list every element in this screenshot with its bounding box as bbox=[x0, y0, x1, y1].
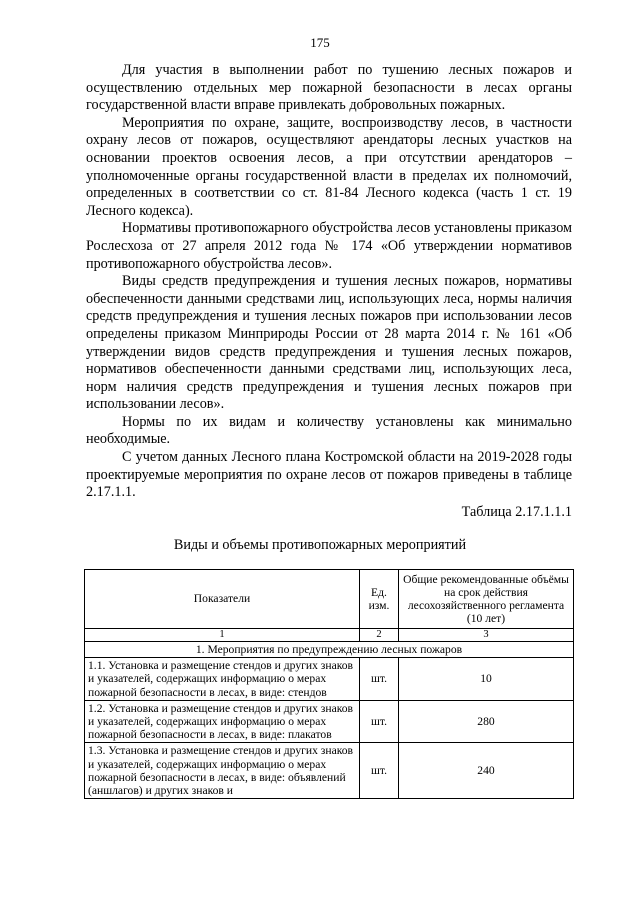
body-text bbox=[86, 62, 572, 521]
paragraph: Виды средств предупреждения и тушения лесных пожаров, нормативы обеспеченности данными средствами лиц, использующих леса, нормы наличия средств предупреждения и тушения лесных пожаров при использовании лесов определены приказом Минприроды России от 28 марта 2014 г. № 161 «Об утверждении видов средств предупреждения и тушения лесных пожаров, нормативов обеспеченности данными средствами лиц, использующих леса, норм наличия средств предупреждения и тушения лесных пожаров при использовании лесов». bbox=[86, 273, 572, 413]
table-row bbox=[85, 658, 574, 701]
paragraph: Нормы по их видам и количеству установлены как минимально необходимые. bbox=[86, 413, 572, 448]
paragraph: Нормативы противопожарного обустройства лесов установлены приказом Рослесхоза от 27 апреля 2012 года № 174 «Об утверждении нормативов противопожарного обустройства лесов». bbox=[86, 220, 572, 272]
row-indicator: 1.1. Установка и размещение стендов и других знаков и указателей, содержащих информацию о мерах пожарной безопасности в лесах, в виде: стендов bbox=[85, 658, 360, 701]
row-indicator: 1.2. Установка и размещение стендов и других знаков и указателей, содержащих информацию о мерах пожарной безопасности в лесах, в виде: плакатов bbox=[85, 700, 360, 743]
row-value: 240 bbox=[399, 743, 574, 799]
section-title: 1. Мероприятия по предупреждению лесных пожаров bbox=[85, 642, 574, 658]
row-value: 10 bbox=[399, 658, 574, 701]
column-number-row bbox=[85, 629, 574, 642]
paragraph: Для участия в выполнении работ по тушению лесных пожаров и осуществлению отдельных мер пожарной безопасности в лесах органы государственной власти вправе привлекать добровольных пожарных. bbox=[86, 62, 572, 114]
row-value: 280 bbox=[399, 700, 574, 743]
column-number: 1 bbox=[85, 629, 360, 642]
row-unit: шт. bbox=[360, 700, 399, 743]
page-number: 175 bbox=[310, 35, 330, 50]
table-row bbox=[85, 700, 574, 743]
row-unit: шт. bbox=[360, 743, 399, 799]
table-row bbox=[85, 743, 574, 799]
fire-measures-table bbox=[84, 569, 574, 799]
header-volume: Общие рекомендованные объёмы на срок действия лесохозяйственного регламента (10 лет) bbox=[399, 570, 574, 629]
table-label: Таблица 2.17.1.1.1 bbox=[461, 503, 572, 520]
row-unit: шт. bbox=[360, 658, 399, 701]
row-indicator: 1.3. Установка и размещение стендов и других знаков и указателей, содержащих информацию о мерах пожарной безопасности в лесах, в виде: объявлений (аншлагов) и других знаков и bbox=[85, 743, 360, 799]
header-unit: Ед. изм. bbox=[360, 570, 399, 629]
column-number: 3 bbox=[399, 629, 574, 642]
paragraph: С учетом данных Лесного плана Костромской области на 2019-2028 годы проектируемые мероприятия по охране лесов от пожаров приведены в таблице 2.17.1.1. bbox=[86, 449, 572, 501]
section-row bbox=[85, 642, 574, 658]
table-title: Виды и объемы противопожарных мероприятий bbox=[173, 537, 467, 553]
paragraph: Мероприятия по охране, защите, воспроизводству лесов, в частности охрану лесов от пожаров, осуществляют арендаторы лесных участков на основании проектов освоения лесов, а при отсутствии арендаторов – уполномоченные органы государственной власти в пределах их полномочий, определенных в соответствии со ст. 81-84 Лесного кодекса (часть 1 ст. 19 Лесного кодекса). bbox=[86, 114, 572, 219]
header-indicators: Показатели bbox=[85, 570, 360, 629]
column-number: 2 bbox=[360, 629, 399, 642]
table-header-row bbox=[85, 570, 574, 629]
